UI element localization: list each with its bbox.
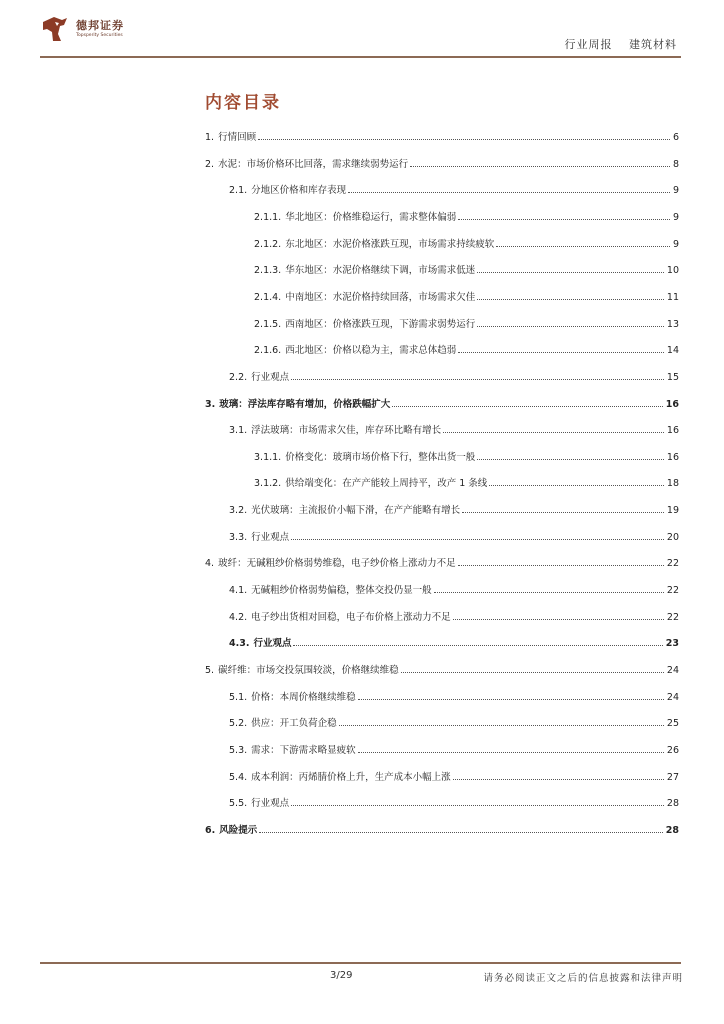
toc-entry-page: 22: [666, 585, 679, 597]
toc-entry[interactable]: [229, 529, 679, 543]
toc-leader-dots: [462, 512, 664, 513]
toc-entry[interactable]: [229, 609, 679, 623]
toc-entry[interactable]: [229, 422, 679, 436]
toc-entry[interactable]: [229, 715, 679, 729]
report-type: 行业周报: [564, 38, 613, 51]
toc-entry-number: 5.2.: [229, 718, 248, 730]
toc-entry-title: 分地区价格和库存表现: [251, 185, 347, 197]
toc-entry-page: 27: [666, 771, 679, 783]
page-number: 3/29: [330, 970, 353, 981]
toc-entry-number: 2.1.5.: [254, 318, 282, 330]
toc-entry[interactable]: [254, 236, 679, 250]
toc-leader-dots: [293, 645, 662, 646]
toc-leader-dots: [434, 592, 664, 593]
toc-leader-dots: [291, 539, 664, 540]
toc-leader-dots: [443, 432, 664, 433]
toc-entry-number: 5.: [205, 665, 215, 676]
toc-entry-title: 华东地区：水泥价格继续下调，市场需求低迷: [285, 265, 476, 277]
page-header: [40, 14, 681, 58]
toc-entry[interactable]: [229, 369, 679, 383]
industry-name: 建筑材料: [629, 38, 677, 51]
toc-entry-title: 碳纤维：市场交投氛围较淡，价格继续维稳: [218, 665, 399, 676]
toc-entry-page: 10: [666, 265, 679, 277]
toc-entry-number: 4.: [205, 558, 215, 570]
toc-entry-page: 23: [665, 638, 679, 650]
toc-entry[interactable]: [205, 396, 679, 410]
toc-entry-page: 26: [666, 744, 679, 756]
toc-entry-title: 需求：下游需求略显疲软: [251, 744, 356, 756]
toc-entry[interactable]: [254, 449, 679, 463]
toc-entry[interactable]: [205, 555, 679, 569]
toc-leader-dots: [339, 725, 664, 726]
toc-leader-dots: [258, 139, 670, 140]
toc-entry-title: 行业观点: [251, 531, 290, 543]
logo-chinese-name: 德邦证券: [76, 19, 124, 32]
toc-leader-dots: [477, 272, 664, 273]
toc-entry-number: 3.1.2.: [254, 478, 282, 490]
toc-leader-dots: [401, 672, 664, 673]
footer-divider: [40, 962, 681, 964]
company-logo: [40, 14, 124, 44]
toc-entry[interactable]: [205, 129, 679, 143]
toc-entry-page: 13: [666, 318, 679, 330]
toc-entry-number: 2.1.: [229, 185, 248, 197]
toc-entry-title: 行业观点: [251, 798, 290, 810]
toc-entry-number: 2.1.2.: [254, 238, 282, 250]
toc-entry-title: 行业观点: [251, 371, 290, 383]
toc-entry[interactable]: [229, 769, 679, 783]
toc-entry[interactable]: [229, 795, 679, 809]
page-title: 内容目录: [205, 93, 281, 113]
toc-entry-number: 5.3.: [229, 744, 248, 756]
toc-entry-title: 中南地区：水泥价格持续回落，市场需求欠佳: [285, 291, 476, 303]
toc-leader-dots: [496, 246, 670, 247]
toc-entry-number: 3.: [205, 398, 216, 410]
toc-entry-page: 8: [672, 158, 679, 170]
toc-entry-page: 22: [666, 611, 679, 623]
toc-entry-page: 16: [665, 398, 679, 410]
toc-entry[interactable]: [229, 742, 679, 756]
toc-leader-dots: [489, 485, 664, 486]
report-category: [565, 36, 678, 52]
toc-entry-number: 2.1.6.: [254, 345, 282, 357]
toc-entry-page: 16: [666, 425, 679, 437]
toc-entry-number: 4.3.: [229, 638, 250, 650]
toc-entry-title: 浮法玻璃：市场需求欠佳，库存环比略有增长: [251, 425, 442, 437]
toc-entry-page: 16: [666, 451, 679, 463]
toc-leader-dots: [458, 565, 664, 566]
toc-entry-number: 2.1.4.: [254, 291, 282, 303]
toc-entry-number: 5.1.: [229, 691, 248, 703]
toc-leader-dots: [358, 752, 664, 753]
toc-entry-number: 3.3.: [229, 531, 248, 543]
toc-leader-dots: [348, 192, 670, 193]
toc-entry-number: 2.: [205, 158, 215, 170]
toc-entry-title: 行情回顾: [218, 132, 257, 143]
header-divider: [40, 56, 681, 58]
toc-entry-page: 9: [672, 211, 679, 223]
toc-entry-page: 9: [672, 185, 679, 197]
toc-entry-title: 光伏玻璃：主流报价小幅下滑，在产产能略有增长: [251, 505, 461, 517]
toc-entry-page: 28: [666, 798, 679, 810]
toc-leader-dots: [477, 459, 664, 460]
toc-entry-title: 供给端变化：在产产能较上周持平，改产 1 条线: [285, 478, 488, 490]
toc-entry-number: 4.2.: [229, 611, 248, 623]
toc-entry-title: 风险提示: [219, 824, 258, 836]
toc-leader-dots: [453, 779, 664, 780]
toc-entry-page: 11: [666, 291, 679, 303]
toc-entry[interactable]: [205, 662, 679, 676]
toc-entry-title: 行业观点: [253, 638, 292, 650]
toc-entry-page: 20: [666, 531, 679, 543]
toc-entry-page: 22: [666, 558, 679, 570]
toc-entry-title: 西南地区：价格涨跌互现，下游需求弱势运行: [285, 318, 476, 330]
toc-leader-dots: [358, 699, 664, 700]
toc-entry-title: 华北地区：价格维稳运行，需求整体偏弱: [285, 211, 457, 223]
toc-leader-dots: [458, 219, 670, 220]
toc-entry-page: 25: [666, 718, 679, 730]
toc-entry[interactable]: [254, 342, 679, 356]
toc-entry-page: 19: [666, 505, 679, 517]
footer-disclaimer: 请务必阅读正文之后的信息披露和法律声明: [483, 973, 683, 984]
toc-entry-number: 6.: [205, 824, 216, 836]
toc-leader-dots: [477, 299, 664, 300]
toc-entry-title: 西北地区：价格以稳为主，需求总体趋弱: [285, 345, 457, 357]
toc-entry-page: 18: [666, 478, 679, 490]
toc-entry-page: 9: [672, 238, 679, 250]
toc-entry[interactable]: [254, 262, 679, 276]
toc-entry[interactable]: [229, 582, 679, 596]
toc-entry[interactable]: [254, 209, 679, 223]
toc-entry[interactable]: [205, 156, 679, 170]
toc-leader-dots: [453, 619, 664, 620]
toc-entry[interactable]: [229, 635, 679, 649]
toc-entry-number: 2.2.: [229, 371, 248, 383]
toc-entry[interactable]: [229, 182, 679, 196]
toc-entry[interactable]: [229, 689, 679, 703]
toc-entry[interactable]: [205, 822, 679, 836]
toc-entry-page: 14: [666, 345, 679, 357]
toc-entry-title: 东北地区：水泥价格涨跌互现，市场需求持续疲软: [285, 238, 495, 250]
toc-entry-title: 无碱粗纱价格弱势偏稳，整体交投仍显一般: [251, 585, 432, 597]
toc-entry-number: 2.1.1.: [254, 211, 282, 223]
toc-entry-title: 玻璃：浮法库存略有增加，价格跌幅扩大: [219, 398, 391, 410]
toc-entry-number: 5.4.: [229, 771, 248, 783]
toc-leader-dots: [291, 805, 664, 806]
toc-entry-title: 价格变化：玻璃市场价格下行，整体出货一般: [285, 451, 476, 463]
toc-entry-title: 水泥：市场价格环比回落，需求继续弱势运行: [218, 158, 409, 170]
logo-mark-icon: [40, 14, 70, 44]
toc-entry-title: 玻纤：无碱粗纱价格弱势维稳，电子纱价格上涨动力不足: [218, 558, 456, 570]
toc-entry-number: 4.1.: [229, 585, 248, 597]
toc-entry-number: 3.1.: [229, 425, 248, 437]
toc-entry[interactable]: [254, 289, 679, 303]
toc-leader-dots: [477, 326, 664, 327]
toc-entry-number: 3.2.: [229, 505, 248, 517]
toc-entry[interactable]: [229, 502, 679, 516]
toc-entry-number: 2.1.3.: [254, 265, 282, 277]
toc-entry[interactable]: [254, 475, 679, 489]
toc-entry-title: 电子纱出货相对回稳，电子布价格上涨动力不足: [251, 611, 451, 623]
toc-entry-page: 24: [666, 691, 679, 703]
toc-entry[interactable]: [254, 316, 679, 330]
toc-entry-number: 1.: [205, 132, 215, 143]
toc-leader-dots: [259, 832, 663, 833]
toc-entry-number: 3.1.1.: [254, 451, 282, 463]
toc-entry-title: 供应：开工负荷企稳: [251, 718, 337, 730]
logo-english-name: Topsperity Securities: [76, 33, 123, 38]
toc-entry-title: 价格：本周价格继续维稳: [251, 691, 356, 703]
toc-leader-dots: [392, 406, 663, 407]
toc-entry-page: 6: [672, 132, 679, 143]
toc-entry-page: 15: [666, 371, 679, 383]
toc-leader-dots: [458, 352, 664, 353]
toc-leader-dots: [410, 166, 670, 167]
toc-entry-title: 成本利润：丙烯腈价格上升，生产成本小幅上涨: [251, 771, 451, 783]
toc-entry-number: 5.5.: [229, 798, 248, 810]
toc-entry-page: 24: [666, 665, 679, 676]
toc-entry-page: 28: [665, 824, 679, 836]
toc-leader-dots: [291, 379, 664, 380]
